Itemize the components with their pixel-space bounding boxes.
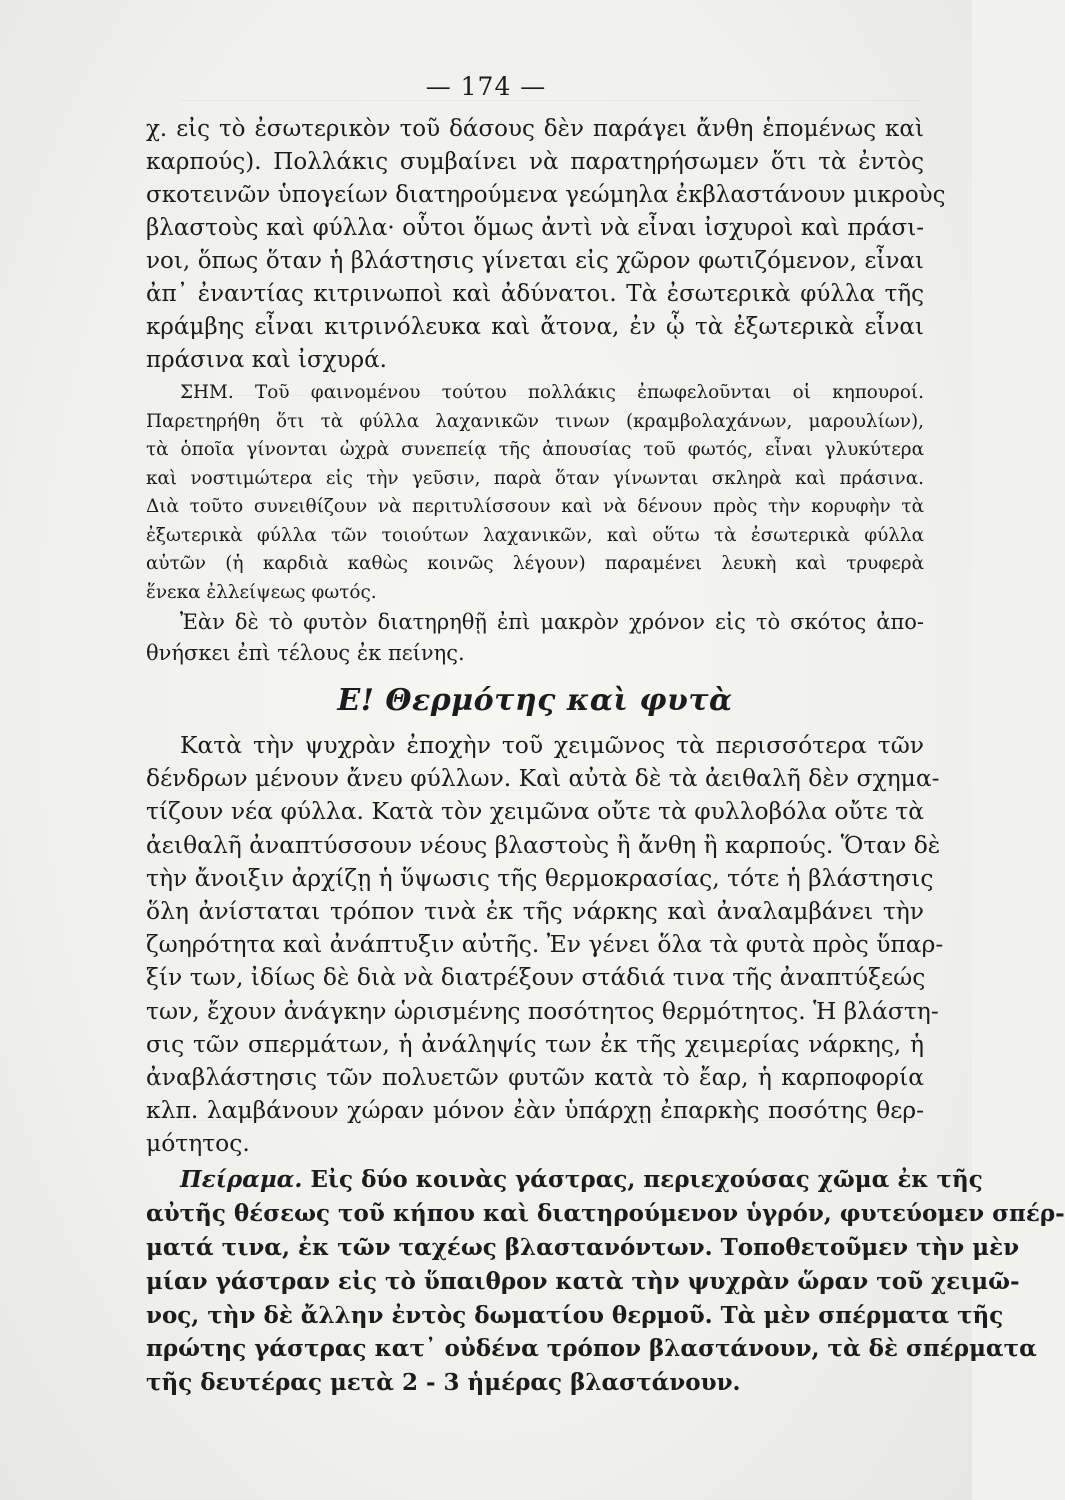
experiment-text: Εἰς δύο κοινὰς γάστρας, περιεχούσας χῶμα ἐκ τῆς bbox=[302, 1166, 983, 1194]
paragraph-intro bbox=[146, 113, 946, 377]
text-line: δένδρων μένουν ἄνευ φύλλων. Καὶ αὐτὰ δὲ τὰ ἀειθαλῆ δὲν σχημα- bbox=[146, 764, 940, 793]
note-line: ἕνεκα ἐλλείψεως φωτός. bbox=[146, 581, 377, 603]
note-line: Διὰ τοῦτο συνειθίζουν νὰ περιτυλίσσουν καὶ νὰ δένουν πρὸς τὴν κορυφὴν τὰ bbox=[146, 496, 924, 517]
text-line: τῆς δευτέρας μετὰ 2 - 3 ἡμέρας βλαστάνουν. bbox=[146, 1369, 741, 1397]
text-line: Ἐὰν δὲ τὸ φυτὸν διατηρηθῇ ἐπὶ μακρὸν χρόνον εἰς τὸ σκότος ἀπο- bbox=[180, 610, 924, 634]
text-line: ὅλη ἀνίσταται τρόπον τινὰ ἐκ τῆς νάρκης καὶ ἀναλαμβάνει τὴν bbox=[146, 896, 924, 925]
text-line: καρπούς). Πολλάκις συμβαίνει νὰ παρατηρήσωμεν ὅτι τὰ ἐντὸς bbox=[146, 149, 924, 175]
text-line: πράσινα καὶ ἰσχυρά. bbox=[146, 347, 387, 373]
text-line: ζωηρότητα καὶ ἀνάπτυξιν αὐτῆς. Ἐν γένει ὅλα τὰ φυτὰ πρὸς ὕπαρ- bbox=[146, 930, 944, 959]
note-line: αὐτῶν (ἡ καρδιὰ καθὼς κοινῶς λέγουν) παραμένει λευκὴ καὶ τρυφερὰ bbox=[146, 553, 924, 574]
text-line bbox=[146, 1163, 983, 1197]
text-line: κράμβης εἶναι κιτρινόλευκα καὶ ἄτονα, ἐν ᾧ τὰ ἐξωτερικὰ εἶναι bbox=[146, 314, 924, 340]
text-line: κλπ. λαμβάνουν χώραν μόνον ἐὰν ὑπάρχῃ ἐπαρκὴς ποσότης θερ- bbox=[146, 1096, 924, 1125]
text-line: χ. εἰς τὸ ἐσωτερικὸν τοῦ δάσους δὲν παράγει ἄνθη ἑπομένως καὶ bbox=[146, 116, 924, 142]
text-line: νος, τὴν δὲ ἄλλην ἐντὸς δωματίου θερμοῦ. Τὰ μὲν σπέρματα τῆς bbox=[146, 1301, 1004, 1329]
text-line: Κατὰ τὴν ψυχρὰν ἐποχὴν τοῦ χειμῶνος τὰ περισσότερα τῶν bbox=[180, 731, 924, 759]
text-line: τὴν ἄνοιξιν ἀρχίζῃ ἡ ὕψωσις τῆς θερμοκρασίας, τότε ἡ βλάστησις bbox=[146, 863, 934, 892]
note-line: ΣΗΜ. Τοῦ φαινομένου τούτου πολλάκις ἐπωφελοῦνται οἱ κηπουροί. bbox=[180, 382, 924, 403]
text-line: νοι, ὅπως ὅταν ἡ βλάστησις γίνεται εἰς χῶρον φωτιζόμενον, εἶναι bbox=[146, 248, 924, 274]
text-line: ματά τινα, ἐκ τῶν ταχέως βλαστανόντων. Τοποθετοῦμεν τὴν μὲν bbox=[146, 1234, 1020, 1262]
text-line: ἀειθαλῆ ἀναπτύσσουν νέους βλαστοὺς ἢ ἄνθη ἢ καρπούς. Ὅταν δὲ bbox=[146, 830, 941, 859]
text-line: μότητος. bbox=[146, 1129, 250, 1158]
note-line: Παρετηρήθη ὅτι τὰ φύλλα λαχανικῶν τινων (κραμβολαχάνων, μαρουλίων), bbox=[146, 410, 924, 432]
text-line: ἀναβλάστησις τῶν πολυετῶν φυτῶν κατὰ τὸ ἔαρ, ἡ καρποφορία bbox=[146, 1062, 924, 1091]
experiment-label: Πείραμα. bbox=[180, 1166, 303, 1194]
note-line: τὰ ὁποῖα γίνονται ὠχρὰ συνεπείᾳ τῆς ἀπουσίας τοῦ φωτός, εἶναι γλυκύτερα bbox=[146, 439, 924, 460]
text-line: πρώτης γάστρας κατ᾽ οὐδένα τρόπον βλαστάνουν, τὰ δὲ σπέρματα bbox=[146, 1335, 1037, 1363]
page-body bbox=[146, 113, 1065, 1400]
note-line: καὶ νοστιμώτερα εἰς τὴν γεῦσιν, παρὰ ὅταν γίνωνται σκληρὰ καὶ πράσινα. bbox=[146, 467, 924, 489]
text-line: τίζουν νέα φύλλα. Κατὰ τὸν χειμῶνα οὔτε τὰ φυλλοβόλα οὔτε τὰ bbox=[146, 797, 924, 826]
text-line: ξίν των, ἰδίως δὲ διὰ νὰ διατρέξουν στάδιά τινα τῆς ἀναπτύξεώς bbox=[146, 963, 926, 992]
text-line: μίαν γάστραν εἰς τὸ ὕπαιθρον κατὰ τὴν ψυχρὰν ὥραν τοῦ χειμῶ- bbox=[146, 1267, 1020, 1295]
text-line: βλαστοὺς καὶ φύλλα· οὗτοι ὅμως ἀντὶ νὰ εἶναι ἰσχυροὶ καὶ πράσι- bbox=[146, 215, 924, 241]
section-heading: Ε! Θερμότης καὶ φυτὰ bbox=[337, 683, 733, 718]
text-line: των, ἔχουν ἀνάγκην ὡρισμένης ποσότητος θερμότητος. Ἡ βλάστη- bbox=[146, 996, 939, 1025]
paragraph-heat bbox=[146, 729, 944, 1160]
text-line: σις τῶν σπερμάτων, ἡ ἀνάληψίς των ἐκ τῆς χειμερίας νάρκης, ἡ bbox=[146, 1029, 924, 1058]
text-line: ἀπ᾽ ἐναντίας κιτρινωποὶ καὶ ἀδύνατοι. Τὰ ἐσωτερικὰ φύλλα τῆς bbox=[146, 281, 924, 307]
footnote-block bbox=[146, 379, 924, 669]
paragraph-experiment bbox=[146, 1163, 1065, 1400]
text-line: θνήσκει ἐπὶ τέλους ἐκ πείνης. bbox=[146, 641, 465, 665]
text-line: σκοτεινῶν ὑπογείων διατηρούμενα γεώμηλα ἐκβλαστάνουν μικροὺς bbox=[146, 182, 946, 208]
text-line: αὐτῆς θέσεως τοῦ κήπου καὶ διατηρούμενον ὑγρόν, φυτεύομεν σπέρ- bbox=[146, 1200, 1065, 1228]
page-number: — 174 — bbox=[425, 72, 547, 101]
note-line: ἐξωτερικὰ φύλλα τῶν τοιούτων λαχανικῶν, καὶ οὕτω τὰ ἐσωτερικὰ φύλλα bbox=[146, 524, 924, 546]
